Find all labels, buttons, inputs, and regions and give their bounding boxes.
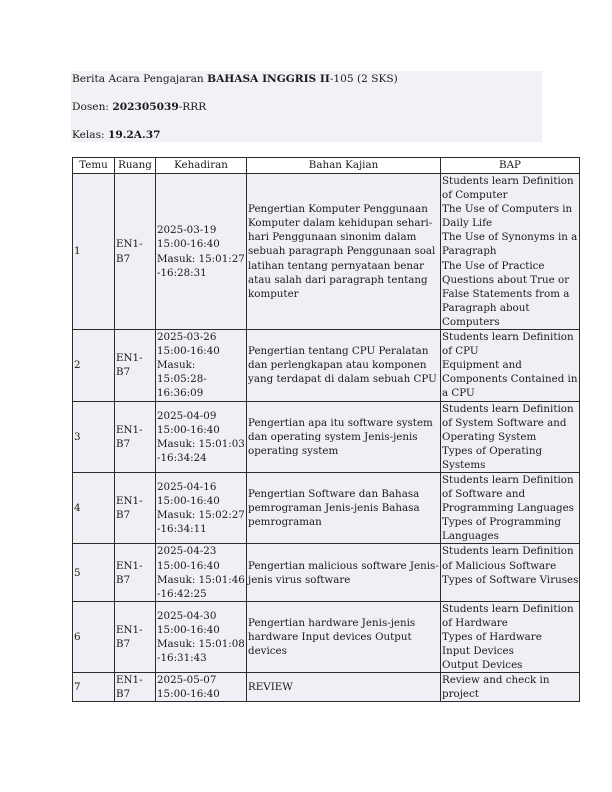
cell-kehadiran: 2025-04-16 15:00-16:40 Masuk: 15:02:27 -16:34:11 [156, 472, 247, 543]
cell-bahan-kajian: Pengertian malicious software Jenis-jenis virus software [247, 544, 441, 601]
kelas-line [72, 128, 160, 142]
cell-temu: 3 [73, 401, 115, 472]
table-row [73, 601, 580, 672]
cell-bap: Students learn Definition of Software and Programming Languages Types of Programming Languages [441, 472, 580, 543]
table-row [73, 673, 580, 702]
course-suffix: -105 (2 SKS) [329, 73, 398, 85]
cell-bahan-kajian: Pengertian Software dan Bahasa pemrograman Jenis-jenis Bahasa pemrograman [247, 472, 441, 543]
table-row [73, 174, 580, 330]
dosen-suffix: -RRR [178, 101, 207, 113]
cell-kehadiran: 2025-04-23 15:00-16:40 Masuk: 15:01:46 -16:42:25 [157, 545, 245, 600]
title-line [72, 72, 398, 86]
column-header-bahan-kajian: Bahan Kajian [247, 158, 441, 174]
cell-bap: Students learn Definition of Hardware Types of Hardware Input Devices Output Devices [441, 601, 580, 672]
cell-bahan-kajian: Pengertian Komputer Penggunaan Komputer dalam kehidupan sehari-hari Penggunaan sinonim dalam sebuah paragraph Penggunaan soal latihan tentang pernyataan benar atau salah dari paragraph tentang komputer [247, 174, 441, 330]
cell-kehadiran: 2025-03-19 15:00-16:40 Masuk: 15:01:27 -16:28:31 [156, 174, 247, 330]
cell-bap: Students learn Definition of System Software and Operating System Types of Operating Systems [441, 401, 580, 472]
table-row [73, 472, 580, 543]
table-row [73, 544, 580, 601]
cell-ruang: EN1-B7 [115, 330, 156, 401]
cell-bap: Students learn Definition of Malicious Software Types of Software Viruses [441, 544, 580, 601]
table-row [73, 330, 580, 401]
cell-temu: 5 [73, 544, 115, 601]
dosen-code: 202305039 [112, 101, 179, 113]
cell-bap: Students learn Definition of CPU Equipment and Components Contained in a CPU [441, 330, 580, 401]
column-header-bap: BAP [441, 158, 580, 174]
cell-ruang: EN1-B7 [115, 544, 156, 601]
cell-kehadiran: 2025-03-26 15:00-16:40 Masuk: 15:05:28- 16:36:09 [156, 330, 247, 401]
column-header-temu: Temu [73, 158, 115, 174]
cell-kehadiran: 2025-04-30 15:00-16:40 Masuk: 15:01:08 -16:31:43 [156, 601, 247, 672]
kelas-value: 19.2A.37 [107, 129, 161, 141]
title-prefix: Berita Acara Pengajaran [72, 73, 208, 85]
cell-kehadiran: 2025-04-09 15:00-16:40 Masuk: 15:01:03 -16:34:24 [156, 401, 247, 472]
column-header-ruang: Ruang [115, 158, 156, 174]
cell-temu: 7 [73, 673, 115, 702]
cell-bap: Review and check in project [441, 673, 580, 702]
bap-table [72, 157, 580, 702]
cell-bahan-kajian: Pengertian hardware Jenis-jenis hardware Input devices Output devices [247, 601, 441, 672]
cell-bap: Students learn Definition of Computer The Use of Computers in Daily Life The Use of Synonyms in a Paragraph The Use of Practice Questions about True or False Statements from a Paragraph about Computers [441, 174, 580, 330]
column-header-kehadiran: Kehadiran [156, 158, 247, 174]
cell-ruang: EN1-B7 [115, 401, 156, 472]
cell-temu: 4 [73, 472, 115, 543]
cell-ruang: EN1-B7 [115, 472, 156, 543]
dosen-line [72, 100, 206, 114]
table-row [73, 401, 580, 472]
kelas-label: Kelas: [72, 129, 108, 141]
cell-ruang: EN1-B7 [115, 601, 156, 672]
cell-ruang: EN1-B7 [115, 174, 156, 330]
cell-ruang: EN1-B7 [115, 673, 156, 702]
table-header-row [73, 158, 580, 174]
document-header [71, 71, 542, 142]
cell-bahan-kajian: Pengertian apa itu software system dan operating system Jenis-jenis operating system [247, 401, 441, 472]
cell-temu: 6 [73, 601, 115, 672]
cell-temu: 1 [73, 174, 115, 330]
cell-kehadiran: 2025-05-07 15:00-16:40 [156, 673, 247, 702]
cell-temu: 2 [73, 330, 115, 401]
dosen-label: Dosen: [72, 101, 113, 113]
cell-bahan-kajian: REVIEW [247, 673, 441, 702]
cell-bahan-kajian: Pengertian tentang CPU Peralatan dan perlengkapan atau komponen yang terdapat di dalam sebuah CPU [247, 330, 441, 401]
course-name: BAHASA INGGRIS II [207, 73, 330, 85]
